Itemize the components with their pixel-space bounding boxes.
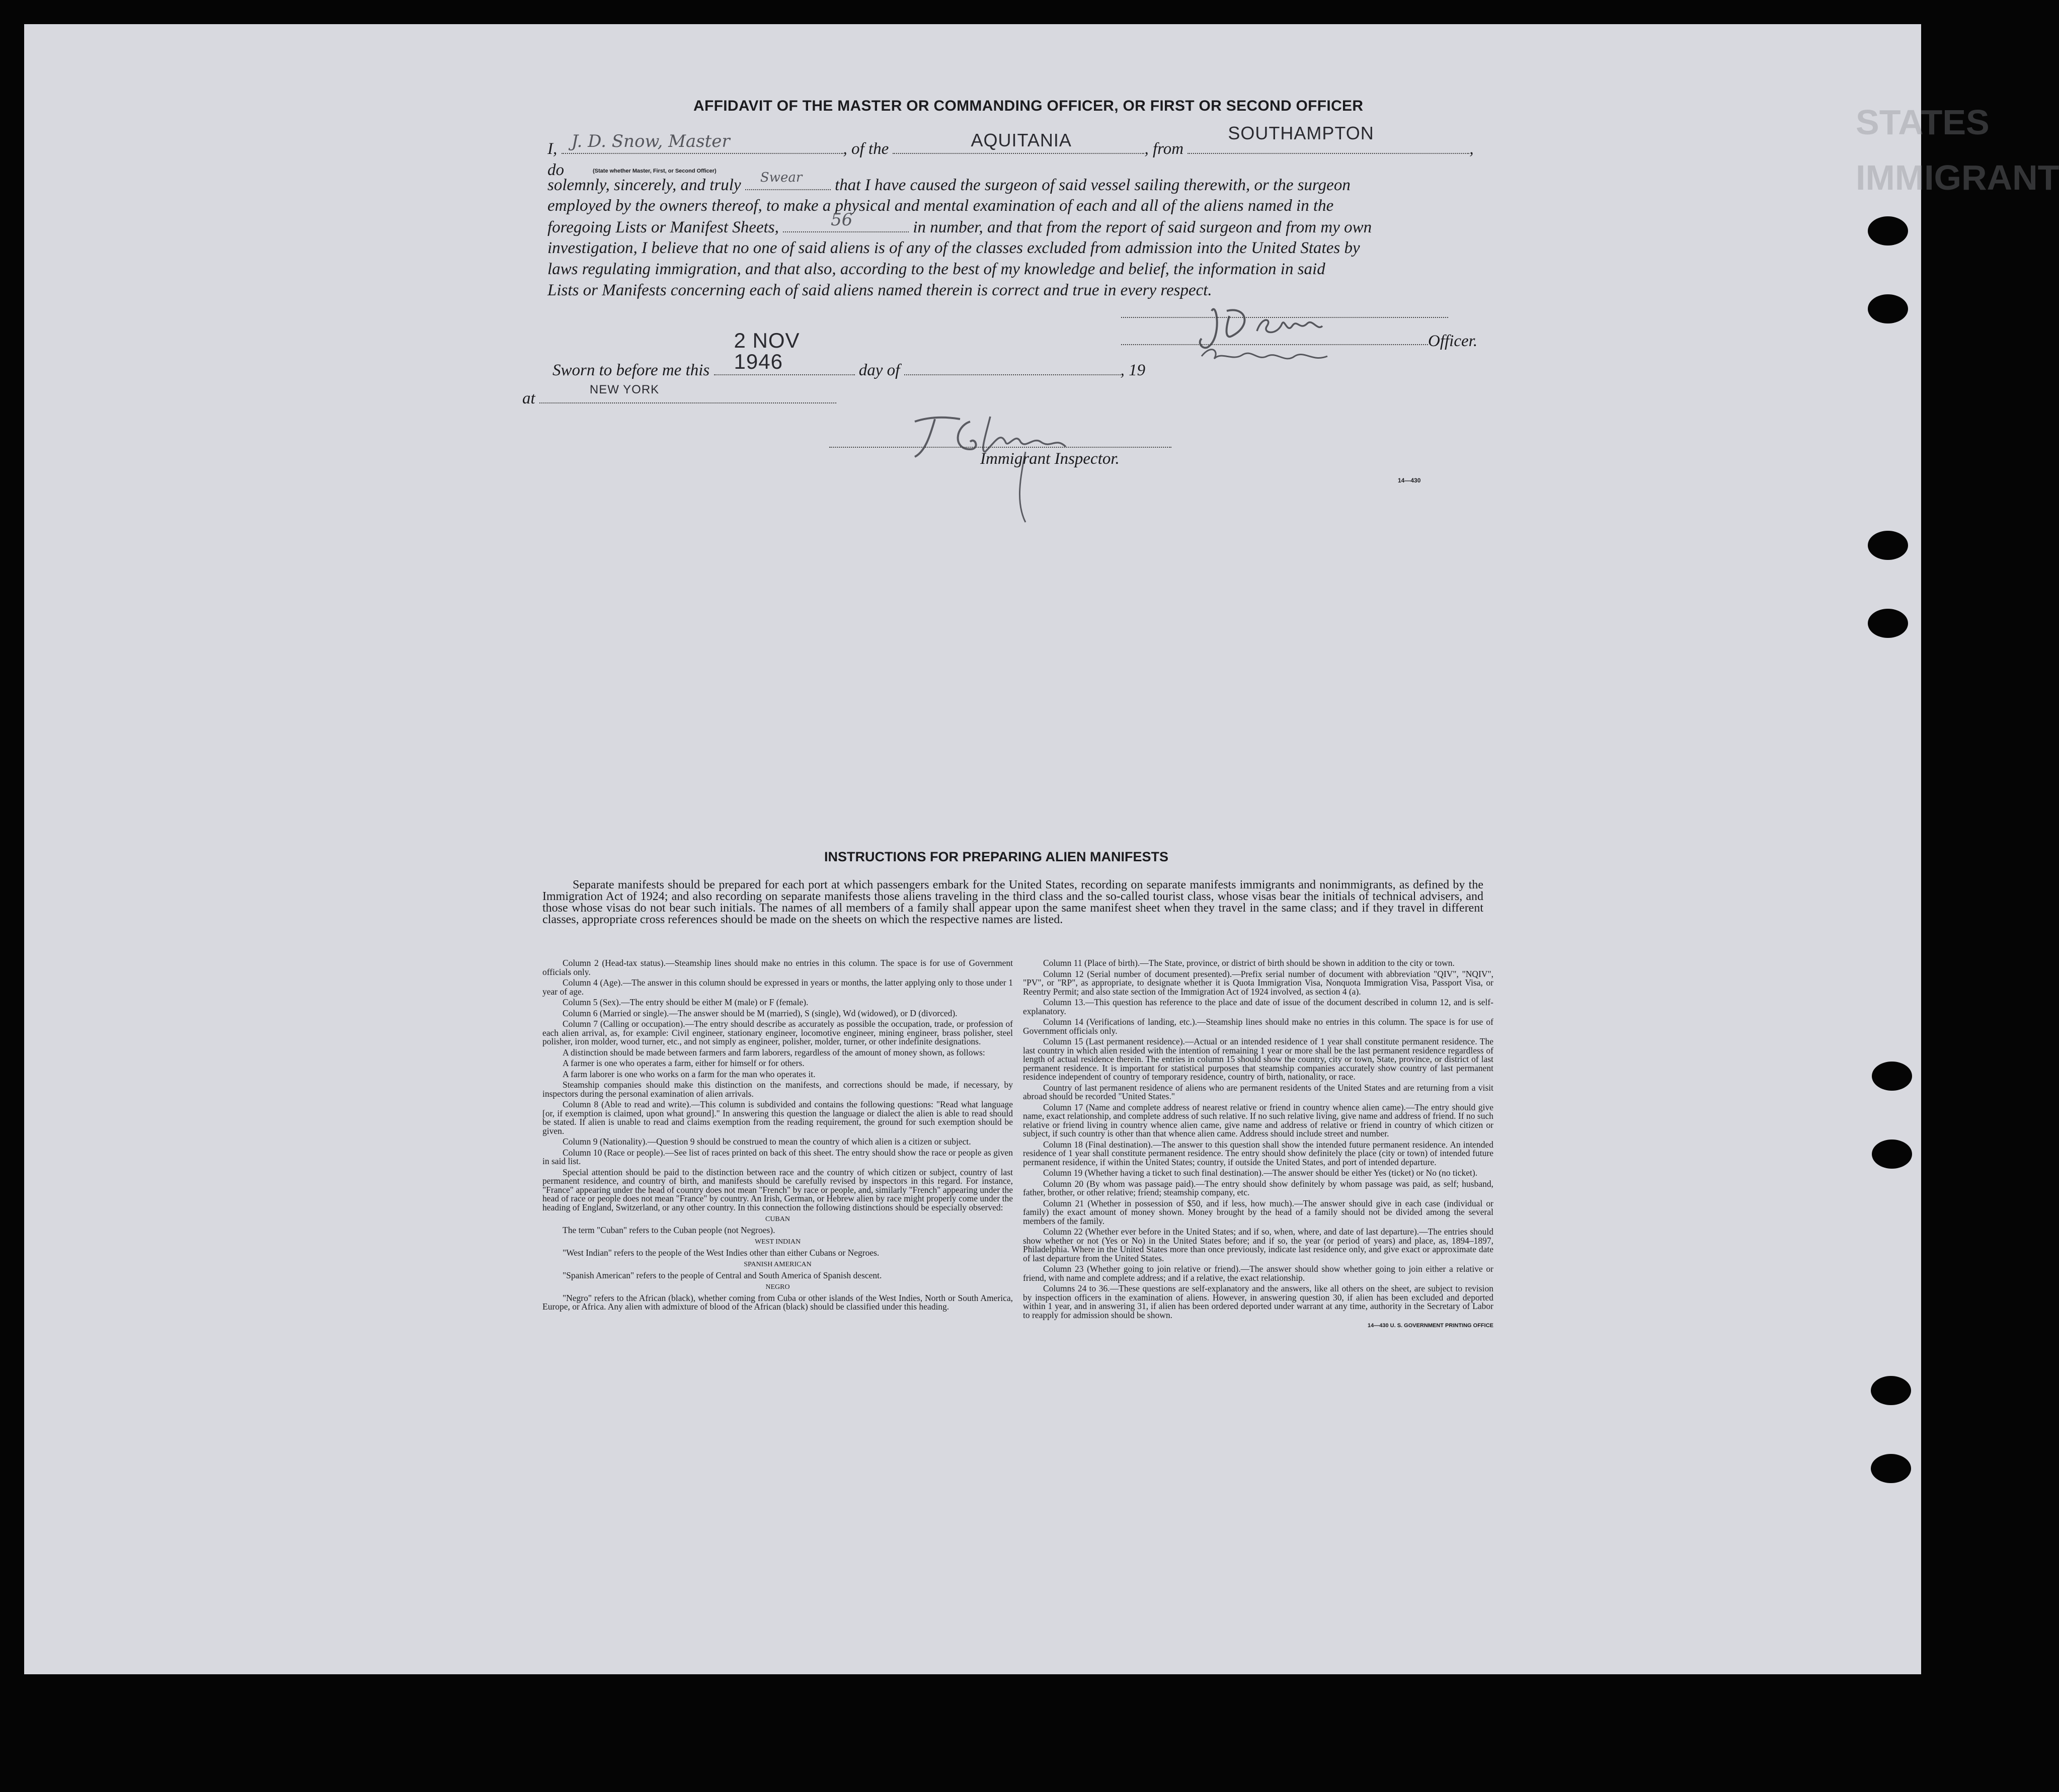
sheets-count-blank bbox=[783, 210, 909, 232]
right-para: Column 19 (Whether having a ticket to such final destination).—The answer should be either Yes (ticket) or No (no ticket). bbox=[1043, 1168, 1478, 1178]
instructions-right-column bbox=[1023, 959, 1493, 1333]
instructions-intro: Separate manifests should be prepared for each port at which passengers embark for the United States, recording on separate manifests immigrants and nonimmigrants, as defined by the Immigration Act of 1924; and also recording on separate manifests those aliens traveling in the third class and the so-called tourist class, whose visas bear the initials of technical advisers, and those whose visas do not bear such initials. The names of all members of a family shall appear upon the same manifest sheet when they travel in the same class; and if they travel in different classes, appropriate cross references should be made on the sheets on which the respective names are listed. bbox=[542, 878, 1483, 926]
port-blank bbox=[1187, 123, 1469, 154]
affidavit-line-5: investigation, I believe that no one of said aliens is of any of the classes excluded from admission into the United States by bbox=[547, 239, 1360, 257]
officer-sig-line-2 bbox=[1121, 344, 1428, 345]
heading-negro: NEGRO bbox=[765, 1283, 790, 1291]
binder-hole bbox=[1871, 1454, 1911, 1483]
right-para: Column 20 (By whom was passage paid).—The entry should show definitely by whom passage was paid, as self; husband, father, brother, or other relative; friend; steamship company, etc. bbox=[1023, 1178, 1493, 1197]
master-name-blank bbox=[562, 131, 843, 154]
port-name: SOUTHAMPTON bbox=[1228, 123, 1374, 143]
binder-hole bbox=[1868, 216, 1908, 246]
left-para: Steamship companies should make this distinction on the manifests, and corrections should be made, if necessary, by inspectors during the personal examination of alien arrivals. bbox=[542, 1080, 1013, 1099]
officer-label: Officer. bbox=[1428, 332, 1478, 350]
affidavit-line-2: solemnly, sincerely, and truly Swear that I have caused the surgeon of said vessel sailing therewith, or the surgeon bbox=[547, 174, 1483, 196]
left-para: A farm laborer is one who works on a farm for the man who operates it. bbox=[563, 1069, 816, 1079]
sheets-count: 56 bbox=[831, 210, 853, 230]
right-para: Column 13.—This question has reference to the place and date of issue of the document described in column 12, and is self-explanatory. bbox=[1023, 997, 1493, 1016]
bleed-through-text: STATES IMMIGRANT bbox=[1856, 103, 2059, 197]
binder-hole bbox=[1872, 1139, 1912, 1169]
left-para: Column 8 (Able to read and write).—This column is subdivided and contains the following questions: "Read what language [or, if exemption is claimed, upon what ground]." In answering this question the language or dialect the alien is able to read should be stated. If alien is unable to read and claims exemption from the reading requirement, the ground for such exemption should be given. bbox=[542, 1099, 1013, 1136]
negro-para: "Negro" refers to the African (black), whether coming from Cuba or other islands of the West Indies, North or South America, Europe, or Africa. Any alien with admixture of blood of the African (black) should be classified under this heading. bbox=[542, 1292, 1013, 1312]
binder-hole bbox=[1872, 1062, 1912, 1091]
right-para: Column 22 (Whether ever before in the United States; and if so, when, where, and date of last departure).—The entries should show whether or not (Yes or No) in the United States before; and if so, the year (or period of years) and place, as, 1894–1897, Philadelphia. Where in the United States more than once previously, indicate last residence only, and give exact or approximate date of last departure from the United States. bbox=[1023, 1227, 1493, 1263]
cuban-para: The term "Cuban" refers to the Cuban people (not Negroes). bbox=[563, 1225, 775, 1235]
oath-handwriting: Swear bbox=[760, 170, 803, 185]
vessel-name: AQUITANIA bbox=[971, 130, 1072, 150]
west-indian-para: "West Indian" refers to the people of the West Indies other than either Cubans or Negroes. bbox=[563, 1247, 880, 1258]
affidavit-line-6: laws regulating immigration, and that also, according to the best of my knowledge and belief, the information in said bbox=[547, 260, 1325, 278]
left-para: Column 4 (Age).—The answer in this column should be expressed in years or months, the latter applying only to those under 1 year of age. bbox=[542, 978, 1013, 997]
printing-office-note: 14—430 U. S. GOVERNMENT PRINTING OFFICE bbox=[1368, 1323, 1493, 1329]
left-para: A distinction should be made between farmers and farm laborers, regardless of the amount of money shown, as follows: bbox=[563, 1047, 985, 1057]
binder-hole bbox=[1868, 294, 1908, 323]
left-para: Column 7 (Calling or occupation).—The entry should describe as accurately as possible the occupation, trade, or profession of each alien arrival, as, for example: Civil engineer, stationary engineer, locomotive engineer, mining engineer, brass polisher, steel polisher, iron molder, wood turner, etc., and not simply as engineer, polisher, molder, turner, or other indefinite designations. bbox=[542, 1019, 1013, 1046]
oath-blank bbox=[745, 170, 831, 190]
at-place: NEW YORK bbox=[589, 383, 660, 396]
right-para: Column 15 (Last permanent residence).—Actual or an intended residence of 1 year shall constitute permanent residence. The last country in which alien resided with the intention of remaining 1 year or more shall be the last permanent residence regardless of length of actual residence therein. The entries in column 15 should show the country, city or town, State, province, or district of last permanent residence. It is important for statistical purposes that steamship companies accurately show country of last permanent residence independent of country of temporary residence, country of birth, nationality, or race. bbox=[1023, 1036, 1493, 1082]
place-blank bbox=[539, 383, 836, 403]
affidavit-title: AFFIDAVIT OF THE MASTER OR COMMANDING OFFICER, OR FIRST OR SECOND OFFICER bbox=[693, 98, 1364, 114]
sworn-line: Sworn to before me this 2 NOV 1946 day of , 19 bbox=[552, 329, 1146, 379]
heading-cuban: CUBAN bbox=[765, 1215, 790, 1223]
vessel-blank bbox=[893, 130, 1144, 154]
inspector-label: Immigrant Inspector. bbox=[980, 450, 1120, 468]
document-page bbox=[24, 24, 2059, 1674]
left-para: Column 10 (Race or people).—See list of races printed on back of this sheet. The entry should show the race or people as given in said list. bbox=[542, 1147, 1013, 1166]
month-blank bbox=[904, 359, 1121, 375]
form-number: 14—430 bbox=[1398, 477, 1421, 484]
officer-sig-line-1 bbox=[1121, 317, 1448, 318]
right-para: Column 18 (Final destination).—The answer to this question shall show the intended future permanent residence. An intended residence of 1 year shall constitute permanent residence. The entry should show definitely the place (city or town) of intended future permanent residence, if within the United States; country, if outside the United States, and port of intended departure. bbox=[1023, 1139, 1493, 1167]
sworn-date: 2 NOV 1946 bbox=[734, 329, 800, 373]
right-para: Column 17 (Name and complete address of nearest relative or friend in country whence alien came).—The entry should give name, exact relationship, and complete address of such relative. If no such relative living, give name and address of friend. If no such relative or friend living in country whence alien came, give name and address of relative or friend in country of which citizen or subject, if such country is other than that whence alien came. Address should include street and number. bbox=[1023, 1102, 1493, 1138]
officer-rank-note: (State whether Master, First, or Second Officer) bbox=[593, 168, 717, 174]
affidavit-line-4: foregoing Lists or Manifest Sheets, 56 in number, and that from the report of said surgeon and from my own bbox=[547, 210, 1372, 236]
heading-west-indian: WEST INDIAN bbox=[754, 1238, 801, 1246]
right-para: Column 11 (Place of birth).—The State, province, or district of birth should be shown in addition to the city or town. bbox=[1043, 958, 1455, 968]
left-para: Column 2 (Head-tax status).—Steamship lines should make no entries in this column. The space is for use of Government officials only. bbox=[542, 958, 1013, 977]
right-para: Country of last permanent residence of aliens who are permanent residents of the United States and are returning from a visit abroad should be recorded "United States." bbox=[1023, 1082, 1493, 1101]
left-para: Column 5 (Sex).—The entry should be either M (male) or F (female). bbox=[563, 997, 809, 1007]
right-para: Column 12 (Serial number of document presented).—Prefix serial number of document with abbreviation "QIV", "NQIV", "PV", or "RP", as appropriate, to designate whether it is Quota Immigration Visa, Nonquota Immigration Visa, Passport Visa, or Reentry Permit; and also state section of the Immigration Act of 1924 involved, as section 4 (a). bbox=[1023, 968, 1493, 997]
left-para: Column 9 (Nationality).—Question 9 should be construed to mean the country of which alien is a citizen or subject. bbox=[563, 1136, 971, 1147]
right-para: Columns 24 to 36.—These questions are self-explanatory and the answers, like all others on the sheet, are subject to revision by inspection officers in the examination of aliens. However, in answering question 30, if alien has been excluded and deported within 1 year, and in answering 31, if alien has been ordered deported under warrant at any time, authority in the Secretary of Labor to reapply for admission should be shown. bbox=[1023, 1283, 1493, 1320]
left-para: A farmer is one who operates a farm, either for himself or for others. bbox=[563, 1058, 805, 1068]
at-line: at NEW YORK bbox=[522, 387, 1458, 409]
master-name-handwriting: J. D. Snow, Master bbox=[571, 131, 730, 151]
spanish-american-para: "Spanish American" refers to the people of Central and South America of Spanish descent. bbox=[563, 1270, 882, 1280]
heading-spanish-american: SPANISH AMERICAN bbox=[744, 1261, 812, 1268]
binder-hole bbox=[1868, 531, 1908, 560]
binder-hole bbox=[1871, 1376, 1911, 1405]
left-para: Column 6 (Married or single).—The answer should be M (married), S (single), Wd (widowed), or D (divorced). bbox=[563, 1008, 958, 1018]
affidavit-line-3: employed by the owners thereof, to make a physical and mental examination of each and all of the aliens named in the bbox=[547, 197, 1334, 215]
inspector-sig-line bbox=[829, 447, 1171, 448]
affidavit-line-1: I, J. D. Snow, Master , of the AQUITANIA , from SOUTHAMPTON , do bbox=[547, 123, 1474, 179]
sworn-date-blank bbox=[714, 329, 855, 375]
affidavit-line-7: Lists or Manifests concerning each of said aliens named therein is correct and true in every respect. bbox=[547, 281, 1212, 299]
instructions-title: INSTRUCTIONS FOR PREPARING ALIEN MANIFESTS bbox=[824, 849, 1169, 864]
right-para: Column 21 (Whether in possession of $50, and if less, how much).—The answer should give in each case (individual or family) the exact amount of money shown. Money brought by the head of a family should not be divided among the several members of the family. bbox=[1023, 1198, 1493, 1226]
instructions-left-column bbox=[542, 959, 1013, 1314]
left-para: Special attention should be paid to the distinction between race and the country of which citizen or subject, country of last permanent residence, and country of birth, and manifests should be carefully revised by inspectors in this regard. For instance, "France" appearing under the head of country does not mean "French" by race or people, and, similarly "French" appearing under the head of race or people does not mean "France" by country. An Irish, German, or Hebrew alien by race might properly come under the heading of England, Switzerland, or any other country. In this connection the following distinctions should be especially observed: bbox=[542, 1167, 1013, 1212]
binder-hole bbox=[1868, 609, 1908, 638]
right-para: Column 14 (Verifications of landing, etc.).—Steamship lines should make no entries in this column. The space is for use of Government officials only. bbox=[1023, 1017, 1493, 1036]
right-para: Column 23 (Whether going to join relative or friend).—The answer should show whether going to join either a relative or friend, with name and complete address; and if a relative, the exact relationship. bbox=[1023, 1264, 1493, 1283]
